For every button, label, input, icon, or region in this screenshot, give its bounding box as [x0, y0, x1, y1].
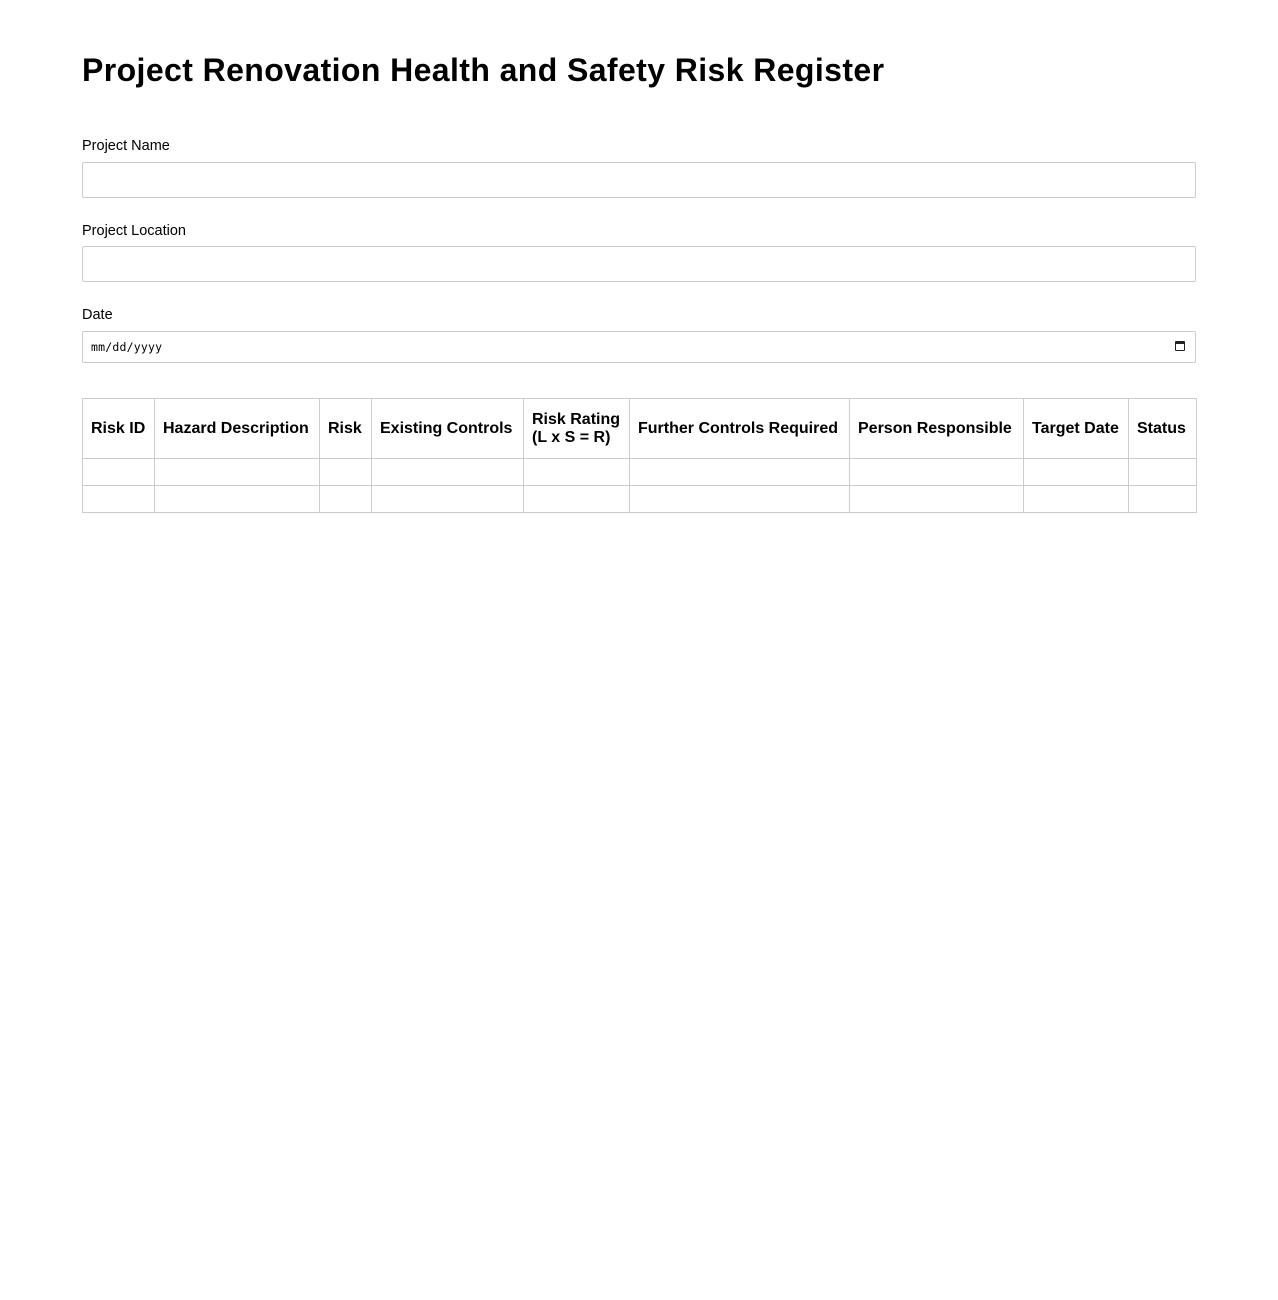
calendar-icon[interactable] — [1175, 341, 1185, 351]
header-person-responsible: Person Responsible — [850, 399, 1024, 459]
table-cell[interactable] — [1024, 486, 1129, 513]
table-header-row — [83, 399, 1197, 459]
table-cell[interactable] — [83, 486, 155, 513]
table-cell[interactable] — [155, 486, 320, 513]
table-cell[interactable] — [630, 459, 850, 486]
header-risk: Risk — [320, 399, 372, 459]
table-cell[interactable] — [524, 486, 630, 513]
project-name-label: Project Name — [82, 138, 170, 154]
header-risk-rating — [524, 399, 630, 459]
project-location-input[interactable] — [82, 246, 1196, 282]
table-row — [83, 486, 1197, 513]
date-placeholder: mm/dd/yyyy — [91, 340, 163, 354]
date-input[interactable] — [82, 331, 1196, 363]
risk-rating-line-2: (L x S = R) — [532, 428, 611, 446]
table-cell[interactable] — [630, 486, 850, 513]
header-further-controls: Further Controls Required — [630, 399, 850, 459]
header-existing-controls: Existing Controls — [372, 399, 524, 459]
project-location-label: Project Location — [82, 223, 186, 239]
header-risk-id: Risk ID — [83, 399, 155, 459]
table-cell[interactable] — [372, 459, 524, 486]
table-cell[interactable] — [850, 486, 1024, 513]
table-cell[interactable] — [1129, 486, 1197, 513]
table-row — [83, 459, 1197, 486]
date-label: Date — [82, 307, 113, 323]
project-name-input[interactable] — [82, 162, 1196, 198]
table-cell[interactable] — [1129, 459, 1197, 486]
table-cell[interactable] — [850, 459, 1024, 486]
table-cell[interactable] — [1024, 459, 1129, 486]
risk-rating-line-1: Risk Rating — [532, 410, 621, 428]
risk-register-table — [82, 398, 1197, 513]
page-title: Project Renovation Health and Safety Risk Register — [82, 52, 885, 88]
header-target-date: Target Date — [1024, 399, 1129, 459]
table-cell[interactable] — [83, 459, 155, 486]
table-cell[interactable] — [320, 486, 372, 513]
header-status: Status — [1129, 399, 1197, 459]
table-cell[interactable] — [524, 459, 630, 486]
table-cell[interactable] — [372, 486, 524, 513]
table-cell[interactable] — [155, 459, 320, 486]
table-cell[interactable] — [320, 459, 372, 486]
header-hazard-description: Hazard Description — [155, 399, 320, 459]
